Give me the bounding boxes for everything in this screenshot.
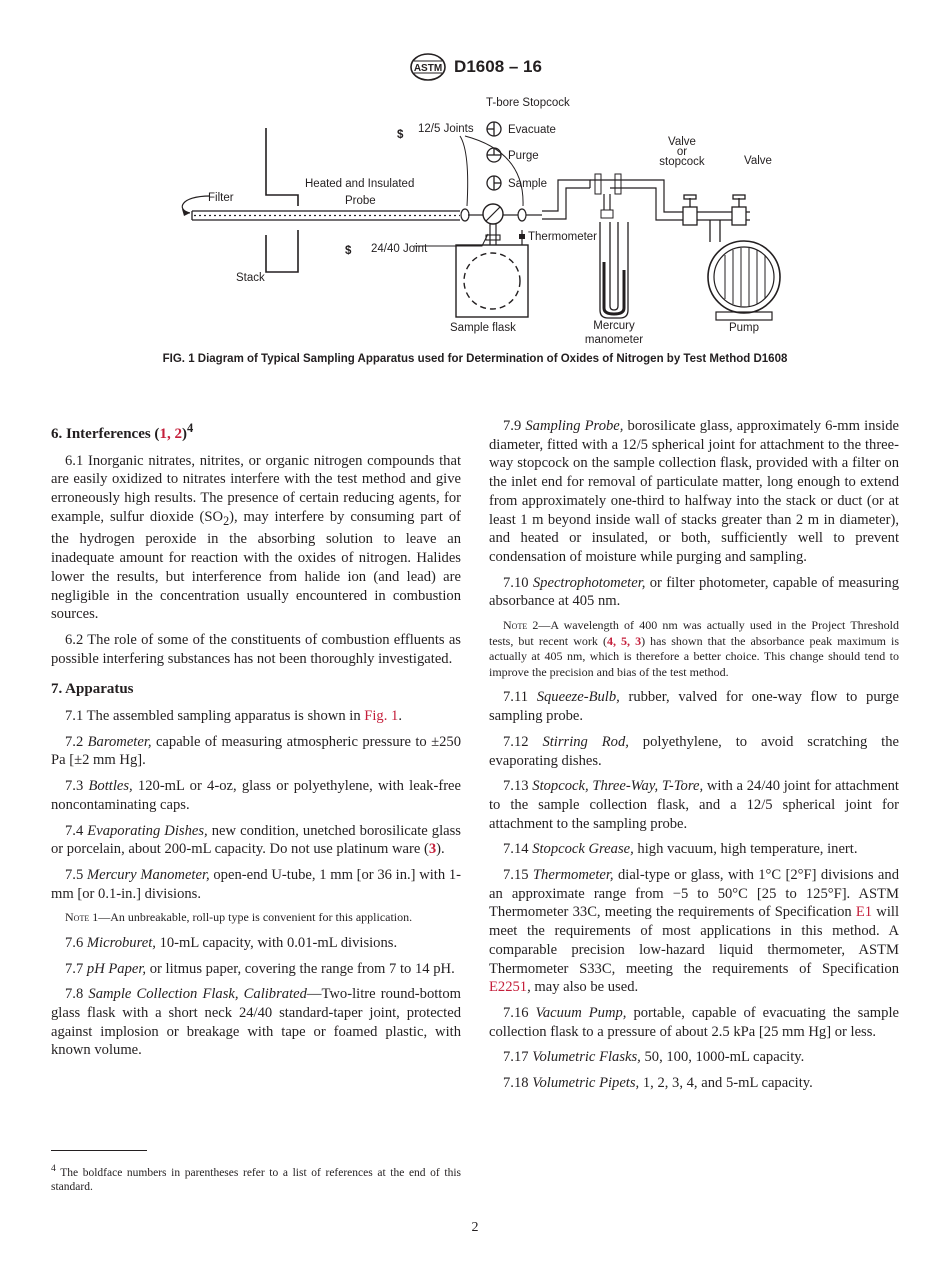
svg-text:or: or — [676, 146, 688, 158]
para-7-8: 7.8 Sample Collection Flask, Calibrated—Two-litre round-bottom glass flask with a short neck 24/40 standard-taper joint, protected against implosion or breakage with tape or foamed plastic, with known volume. — [51, 986, 461, 1059]
valves — [683, 195, 750, 242]
label-sample-flask: Sample flask — [450, 322, 516, 334]
label-probe: Probe — [345, 195, 376, 207]
pump-icon — [708, 241, 780, 320]
sample-flask — [456, 245, 528, 317]
spec-e1-link[interactable]: E1 — [855, 904, 873, 921]
para-7-12: 7.12 Stirring Rod, polyethylene, to avoid scratching the evaporating dishes. — [489, 733, 899, 769]
label-thermometer: Thermometer — [528, 231, 598, 243]
label-joints-12-5: 12/5 Joints — [418, 123, 474, 135]
para-7-14: 7.14 Stopcock Grease, high vacuum, high temperature, inert. — [503, 841, 858, 858]
joint-symbol-icon: $ — [397, 129, 404, 141]
label-purge: Purge — [508, 150, 539, 162]
left-column — [51, 417, 461, 1067]
page-header — [0, 52, 950, 82]
para-7-13: 7.13 Stopcock, Three-Way, T-Tore, with a 24/40 joint for attachment to the sample collection flask, and a 12/5 spherical joint for attachment to the sampling probe. — [489, 778, 899, 832]
spec-e2251-link[interactable]: E2251 — [489, 979, 528, 996]
page-number: 2 — [471, 1220, 479, 1235]
label-sample: Sample — [508, 178, 547, 190]
para-7-9: 7.9 Sampling Probe, borosilicate glass, approximately 6-mm inside diameter, fitted with a 12/5 spherical joint for attachment to the three-way stopcock on the sample collection flask, provided with a filter on the inlet end for removal of particulate matter, long enough to extend from approximately one-third to halfway into the stack or duct (or at least 1 m beyond inside wall of stacks greater than 2 m in diameter), and heated or insulated, or both, sufficiently well to prevent condensation of moisture while purging and sampling. — [489, 418, 900, 565]
figure-1-diagram — [170, 92, 790, 350]
note-2: Note 2—A wavelength of 400 nm was actually used in the Project Threshold tests, but recent work (4, 5, 3) has shown that the absorbance peak maximum is actually at 405 nm, which is therefore a better choice. This change should tend to improve the precision and bias of the test method. — [489, 618, 899, 679]
para-7-5: 7.5 Mercury Manometer, open-end U-tube, 1 mm [or 36 in.] with 1-mm [or 0.1-in.] divisions. — [51, 866, 461, 902]
sampling-apparatus-diagram — [170, 92, 790, 350]
joint-symbol-icon: $ — [345, 245, 352, 257]
designation: D1608 – 16 — [454, 57, 542, 76]
label-stack: Stack — [236, 272, 265, 284]
section-6-heading: 6. Interferences (1, 2)$^4$ — [51, 421, 194, 442]
label-filter: Filter — [208, 192, 234, 204]
para-7-18: 7.18 Volumetric Pipets, 1, 2, 3, 4, and 5-mL capacity. — [503, 1075, 813, 1092]
section-7-heading: 7. Apparatus — [51, 681, 134, 698]
label-joint-24-40: 24/40 Joint — [371, 243, 428, 255]
stopcock-legend-icons — [487, 122, 501, 190]
label-evacuate: Evacuate — [508, 124, 556, 136]
logo-text: ASTM — [413, 63, 443, 74]
mercury-manometer — [600, 194, 628, 318]
fig-1-link[interactable]: Fig. 1 — [364, 708, 399, 725]
footnote-divider — [51, 1150, 147, 1151]
para-7-10: 7.10 Spectrophotometer, or filter photometer, capable of measuring absorbance at 405 nm. — [489, 574, 899, 610]
para-7-4: 7.4 Evaporating Dishes, new condition, unetched borosilicate glass or porcelain, about 200-mL capacity. Do not use platinum ware (3). — [51, 822, 461, 858]
label-mercury-manometer: Mercury — [593, 320, 635, 332]
label-valve-or-stopcock: Valve — [668, 136, 696, 148]
para-7-17: 7.17 Volumetric Flasks, 50, 100, 1000-mL capacity. — [503, 1049, 805, 1066]
stack — [266, 128, 298, 272]
para-7-1: 7.1 The assembled sampling apparatus is shown in Fig. 1. — [65, 708, 402, 725]
label-tbore-stopcock: T-bore Stopcock — [486, 97, 570, 109]
para-7-11: 7.11 Squeeze-Bulb, rubber, valved for one-way flow to purge sampling probe. — [489, 689, 899, 725]
ref-link[interactable]: 2 — [174, 426, 182, 442]
para-7-16: 7.16 Vacuum Pump, portable, capable of evacuating the sample collection flask to a pressure of about 2.5 kPa [25 mm Hg] or less. — [489, 1004, 899, 1040]
ref-link[interactable]: 4, 5, 3 — [606, 633, 642, 648]
label-valve: Valve — [744, 155, 772, 167]
label-pump: Pump — [728, 322, 760, 334]
para-7-7: 7.7 pH Paper, or litmus paper, covering the range from 7 to 14 pH. — [65, 960, 455, 977]
footnote-4: $^4$ The boldface numbers in parentheses refer to a list of references at the end of this standard. — [51, 1163, 461, 1194]
svg-text:manometer: manometer — [584, 334, 644, 346]
figure-caption: FIG. 1 Diagram of Typical Sampling Apparatus used for Determination of Oxides of Nitrogen by Test Method D1608 — [162, 353, 788, 365]
probe — [192, 211, 460, 220]
astm-logo-icon — [408, 52, 448, 82]
right-column — [489, 417, 899, 1100]
svg-text:stopcock: stopcock — [659, 156, 705, 168]
para-7-2: 7.2 Barometer, capable of measuring atmospheric pressure to ±250 Pa [±2 mm Hg]. — [51, 733, 462, 769]
ref-link[interactable]: 1 — [159, 426, 167, 442]
label-heated-insulated: Heated and Insulated — [305, 178, 415, 190]
note-1: Note 1—An unbreakable, roll-up type is convenient for this application. — [65, 910, 413, 925]
para-6-2: 6.2 The role of some of the constituents of combustion effluents as possible interfering substances has not been thoroughly investigated. — [51, 631, 461, 667]
ref-link[interactable]: 3 — [428, 841, 437, 858]
para-7-6: 7.6 Microburet, 10-mL capacity, with 0.01-mL divisions. — [65, 934, 398, 951]
para-7-3: 7.3 Bottles, 120-mL or 4-oz, glass or polyethylene, with leak-free noncontaminating caps. — [51, 778, 462, 813]
para-6-1: 6.1 Inorganic nitrates, nitrites, or organic nitrogen compounds that are easily oxidized to nitrates interfere with the test method and give erroneously high results. The presence of certain reducing agents, for example, sulfur dioxide $(SO_2)$, may interfere by consuming part of the hydrogen peroxide in the absorbing solution to leave an inadequate amount for reaction with the oxides of nitrogen. Halides lower the results, but interference from halide ion (and lead) are negligible in the concentration usually encountered in combustion sources. — [51, 452, 461, 623]
para-7-15: 7.15 Thermometer, dial-type or glass, with 1°C [2°F] divisions and an approximate range from −5 to 50°C [25 to 125°F]. ASTM Thermometer 33C, meeting the requirements of Specification E1 will meet the requirements of most applications in this method. A comparable precision low-hazard liquid thermometer, ASTM Thermometer S33C, meeting the requirements of Specification E2251, may also be used. — [489, 867, 899, 996]
